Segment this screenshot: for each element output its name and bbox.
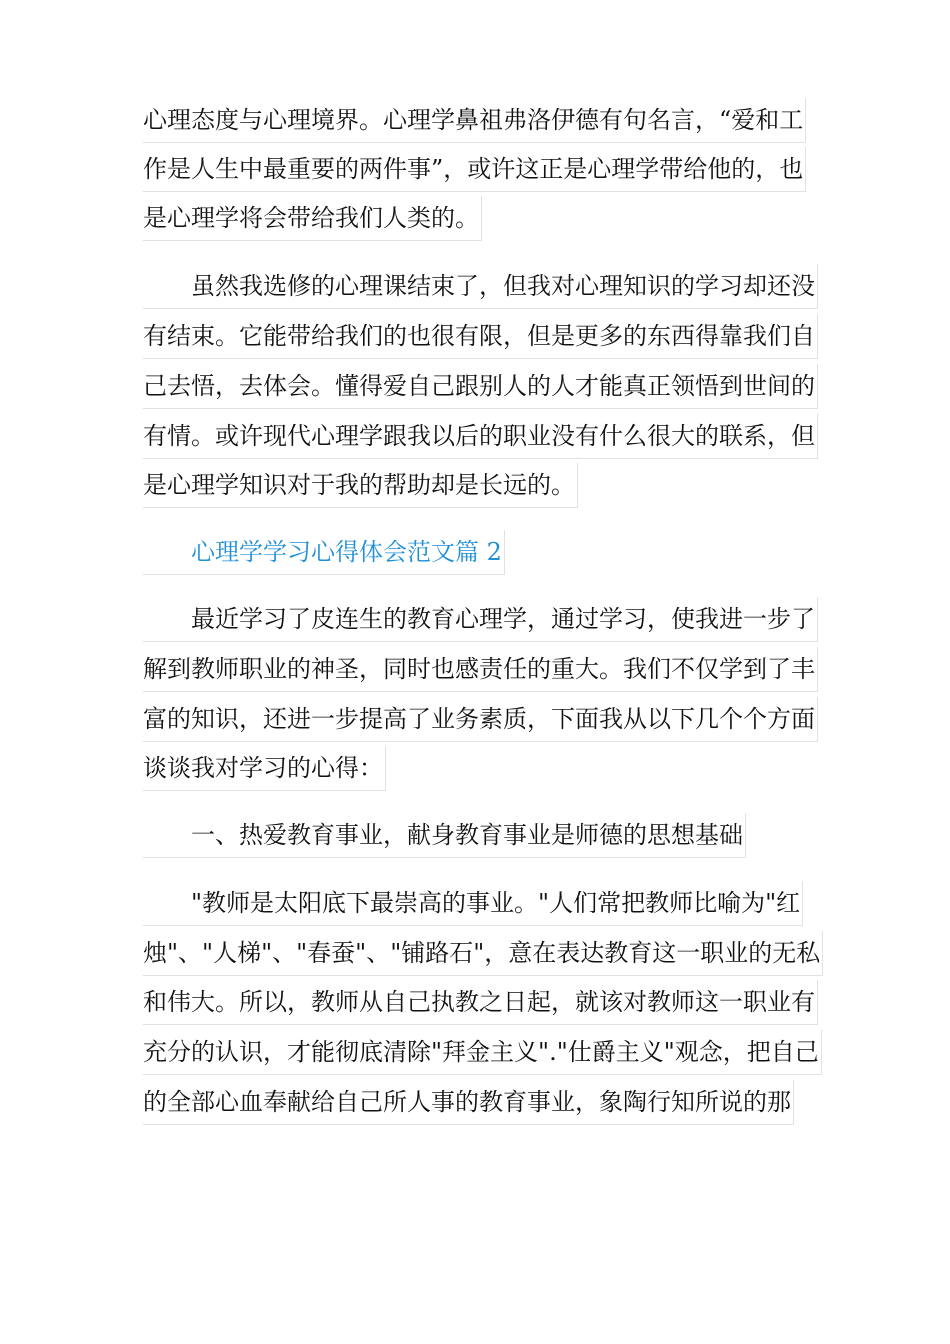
text-line: 作是人生中最重要的两件事”，或许这正是心理学带给他的，也 xyxy=(143,147,806,192)
text-line: 己去悟，去体会。懂得爱自己跟别人的人才能真正领悟到世间的 xyxy=(143,364,818,409)
text-line: 有结束。它能带给我们的也很有限，但是更多的东西得靠我们自 xyxy=(143,314,818,359)
text-line: 烛"、"人梯"、"春蚕"、"铺路石"，意在表达教育这一职业的无私 xyxy=(143,931,823,976)
text-line: 有情。或许现代心理学跟我以后的职业没有什么很大的联系，但 xyxy=(143,414,818,459)
text-line: 是心理学知识对于我的帮助却是长远的。 xyxy=(143,463,578,508)
section-heading: 心理学学习心得体会范文篇 2 xyxy=(143,530,505,575)
text-line: 虽然我选修的心理课结束了，但我对心理知识的学习却还没 xyxy=(143,264,818,309)
text-line: 和伟大。所以，教师从自己执教之日起，就该对教师这一职业有 xyxy=(143,980,818,1025)
text-line: 谈谈我对学习的心得： xyxy=(143,746,386,791)
text-line: 解到教师职业的神圣，同时也感责任的重大。我们不仅学到了丰 xyxy=(143,647,818,692)
subheading-line: 一、热爱教育事业，献身教育事业是师德的思想基础 xyxy=(143,813,746,858)
text-line: 的全部心血奉献给自己所人事的教育事业，象陶行知所说的那 xyxy=(143,1080,794,1125)
text-line: "教师是太阳底下最崇高的事业。"人们常把教师比喻为"红 xyxy=(143,881,803,926)
text-line: 是心理学将会带给我们人类的。 xyxy=(143,196,482,241)
text-line: 最近学习了皮连生的教育心理学，通过学习，使我进一步了 xyxy=(143,597,818,642)
text-line: 心理态度与心理境界。心理学鼻祖弗洛伊德有句名言，“爱和工 xyxy=(143,98,806,143)
text-line: 富的知识，还进一步提高了业务素质，下面我从以下几个个方面 xyxy=(143,697,818,742)
text-line: 充分的认识，才能彻底清除"拜金主义"."仕爵主义"观念，把自己 xyxy=(143,1030,822,1075)
